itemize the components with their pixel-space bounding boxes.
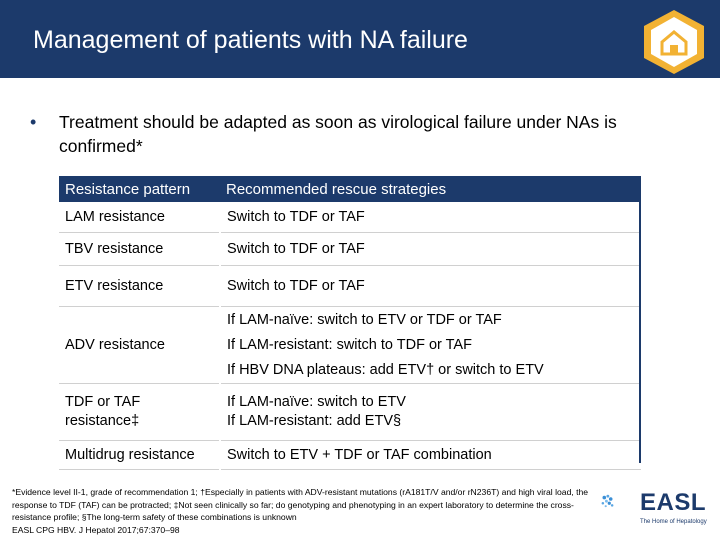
home-icon[interactable] — [640, 8, 708, 76]
pattern-cell: ADV resistance — [59, 307, 220, 384]
easl-logo-text: EASL — [640, 489, 707, 516]
strategy-line: If LAM-resistant: add ETV§ — [227, 413, 402, 429]
easl-logo-bubbles — [600, 476, 640, 532]
table-border — [639, 202, 641, 463]
footnote-text: *Evidence level II-1, grade of recommendation 1; †Especially in patients with ADV-resistant mutations (rA181T/V and/or rN236T) and high viral load, the response to TDF (TAF) can be protracted; ‡Not seen clinically so far; do genotyping and phenotyping in an expert laboratory to determine the cross-resistance profile; §The long-term safety of these combinations is unknown — [12, 487, 589, 522]
title-bar — [0, 0, 720, 78]
bullet-text: Treatment should be adapted as soon as virological failure under NAs is confirmed* — [59, 112, 617, 156]
easl-tagline: The Home of Hepatology — [640, 519, 707, 525]
bullet-marker: • — [30, 112, 37, 132]
pattern-cell: ETV resistance — [59, 266, 220, 307]
strategy-line: If HBV DNA plateaus: add ETV† or switch to ETV — [227, 361, 544, 378]
pattern-cell: Multidrug resistance — [59, 441, 220, 470]
table-row — [59, 441, 641, 470]
strategy-line: If LAM-naïve: switch to ETV — [227, 394, 406, 410]
table-header-row — [59, 176, 641, 202]
pattern-cell: TDF or TAF resistance‡ — [59, 384, 220, 441]
pattern-cell: LAM resistance — [59, 202, 220, 233]
column-header-pattern: Resistance pattern — [59, 176, 220, 202]
strategy-cell: Switch to TDF or TAF — [220, 233, 641, 266]
strategy-line: If LAM-resistant: switch to TDF or TAF — [227, 336, 472, 353]
strategy-cell — [220, 307, 641, 384]
table-row — [59, 307, 641, 384]
footnote — [12, 486, 602, 536]
citation: EASL CPG HBV. J Hepatol 2017;67:370–98 — [12, 524, 180, 535]
strategy-line: If LAM-naïve: switch to ETV or TDF or TAF — [227, 311, 502, 328]
column-header-strategy: Recommended rescue strategies — [220, 176, 641, 202]
resistance-table — [59, 176, 641, 470]
table-row — [59, 202, 641, 233]
strategy-cell — [220, 384, 641, 441]
table-row — [59, 384, 641, 441]
strategy-cell: Switch to TDF or TAF — [220, 202, 641, 233]
table-row — [59, 233, 641, 266]
strategy-cell: Switch to TDF or TAF — [220, 266, 641, 307]
pattern-cell: TBV resistance — [59, 233, 220, 266]
table-row — [59, 266, 641, 307]
strategy-cell: Switch to ETV + TDF or TAF combination — [220, 441, 641, 470]
page-title: Management of patients with NA failure — [33, 26, 468, 54]
